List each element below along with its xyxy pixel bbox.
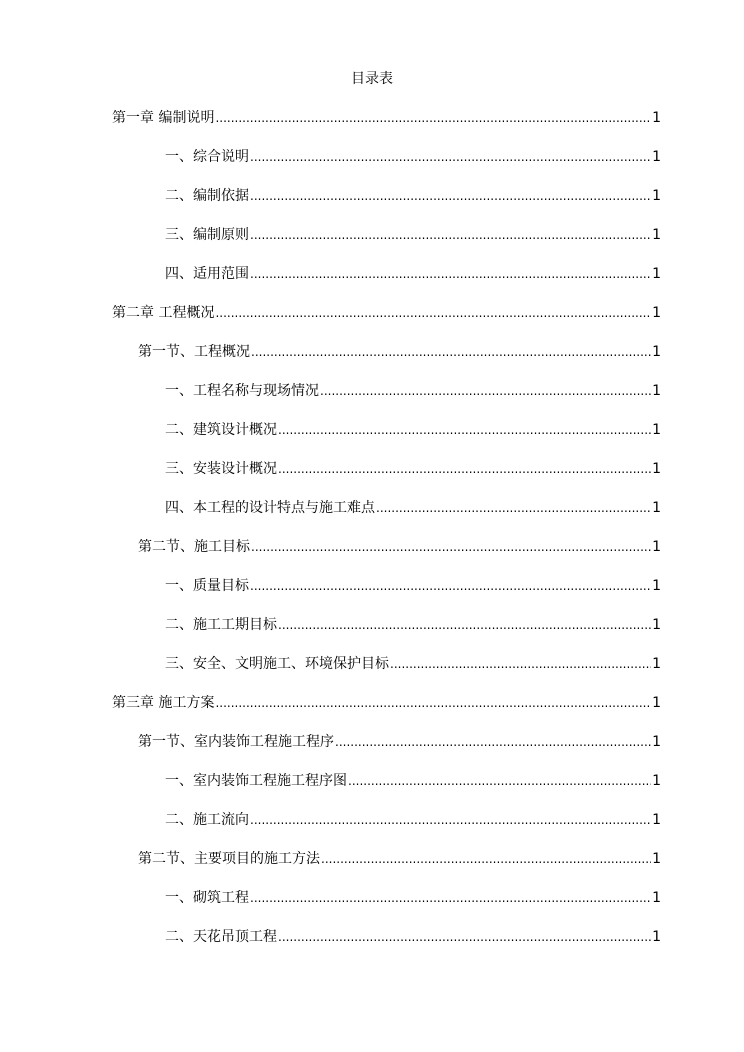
toc-entry[interactable] <box>0 615 744 654</box>
toc-entry[interactable] <box>0 225 744 264</box>
toc-page-number: 1 <box>652 266 661 282</box>
toc-entry[interactable] <box>0 420 744 459</box>
toc-page-number: 1 <box>652 305 661 321</box>
toc-entry-label: 第二节、施工目标 <box>138 539 250 555</box>
toc-entry-label: 一、综合说明 <box>165 149 249 165</box>
toc-page-number: 1 <box>652 422 661 438</box>
toc-page-number: 1 <box>652 461 661 477</box>
toc-entry[interactable] <box>0 147 744 186</box>
toc-entry[interactable] <box>0 654 744 693</box>
toc-page-number: 1 <box>652 578 661 594</box>
dot-leader <box>215 693 651 713</box>
toc-entry-label: 四、适用范围 <box>165 266 249 282</box>
dot-leader <box>215 108 651 128</box>
toc-entry-label: 二、天花吊顶工程 <box>165 929 277 945</box>
toc-entry[interactable] <box>0 459 744 498</box>
dot-leader <box>376 498 651 518</box>
toc-entry[interactable] <box>0 576 744 615</box>
dot-leader <box>278 459 651 479</box>
dot-leader <box>250 147 651 167</box>
dot-leader <box>250 576 651 596</box>
dot-leader <box>278 615 651 635</box>
toc-entry-label: 三、安全、文明施工、环境保护目标 <box>165 656 389 672</box>
toc-page-number: 1 <box>652 695 661 711</box>
toc-entry[interactable] <box>0 498 744 537</box>
toc-entry-chapter-2[interactable] <box>0 303 744 342</box>
dot-leader <box>320 381 651 401</box>
toc-page-number: 1 <box>652 656 661 672</box>
toc-entry[interactable] <box>0 264 744 303</box>
toc-entry[interactable] <box>0 186 744 225</box>
toc-entry-label: 一、工程名称与现场情况 <box>165 383 319 399</box>
toc-entry-section[interactable] <box>0 849 744 888</box>
toc-entry-label: 第三章 施工方案 <box>112 695 215 711</box>
dot-leader <box>251 537 651 557</box>
dot-leader <box>321 849 651 869</box>
dot-leader <box>335 732 651 752</box>
dot-leader <box>251 342 651 362</box>
toc-entry[interactable] <box>0 771 744 810</box>
toc-page-number: 1 <box>652 773 661 789</box>
toc-page-number: 1 <box>652 929 661 945</box>
toc-entry-label: 第一节、工程概况 <box>138 344 250 360</box>
toc-entry-label: 第一章 编制说明 <box>112 110 215 126</box>
dot-leader <box>250 264 651 284</box>
page-title: 目录表 <box>351 71 393 87</box>
dot-leader <box>250 225 651 245</box>
toc-page-number: 1 <box>652 344 661 360</box>
dot-leader <box>278 420 651 440</box>
dot-leader <box>215 303 651 323</box>
toc-entry-label: 三、安装设计概况 <box>165 461 277 477</box>
dot-leader <box>390 654 651 674</box>
dot-leader <box>278 927 651 947</box>
toc-page-number: 1 <box>652 188 661 204</box>
toc-page-number: 1 <box>652 812 661 828</box>
toc-entry-label: 一、质量目标 <box>165 578 249 594</box>
toc-entry-label: 二、建筑设计概况 <box>165 422 277 438</box>
toc-entry-section[interactable] <box>0 732 744 771</box>
toc-entry-label: 二、施工工期目标 <box>165 617 277 633</box>
dot-leader <box>250 888 651 908</box>
toc-entry-label: 第二节、主要项目的施工方法 <box>138 851 320 867</box>
dot-leader <box>348 771 651 791</box>
toc-entry-chapter-3[interactable] <box>0 693 744 732</box>
toc-entry-section[interactable] <box>0 537 744 576</box>
toc-entry-label: 四、本工程的设计特点与施工难点 <box>165 500 375 516</box>
toc-entry-label: 一、室内装饰工程施工程序图 <box>165 773 347 789</box>
toc-entry[interactable] <box>0 810 744 849</box>
toc-entry-chapter-1[interactable] <box>0 108 744 147</box>
toc-entry[interactable] <box>0 888 744 927</box>
toc-entry-label: 二、施工流向 <box>165 812 249 828</box>
table-of-contents <box>0 108 744 966</box>
toc-page-number: 1 <box>652 851 661 867</box>
toc-page-number: 1 <box>652 383 661 399</box>
toc-page-number: 1 <box>652 149 661 165</box>
toc-page-number: 1 <box>652 539 661 555</box>
toc-page-number: 1 <box>652 890 661 906</box>
toc-entry-label: 一、砌筑工程 <box>165 890 249 906</box>
toc-entry[interactable] <box>0 381 744 420</box>
dot-leader <box>250 186 651 206</box>
toc-entry-label: 第一节、室内装饰工程施工程序 <box>138 734 334 750</box>
toc-page-number: 1 <box>652 110 661 126</box>
dot-leader <box>250 810 651 830</box>
toc-entry-label: 第二章 工程概况 <box>112 305 215 321</box>
toc-page-number: 1 <box>652 734 661 750</box>
toc-page-number: 1 <box>652 617 661 633</box>
toc-page-number: 1 <box>652 500 661 516</box>
toc-entry-label: 三、编制原则 <box>165 227 249 243</box>
toc-entry-label: 二、编制依据 <box>165 188 249 204</box>
toc-entry-section[interactable] <box>0 342 744 381</box>
toc-page-number: 1 <box>652 227 661 243</box>
toc-entry[interactable] <box>0 927 744 966</box>
